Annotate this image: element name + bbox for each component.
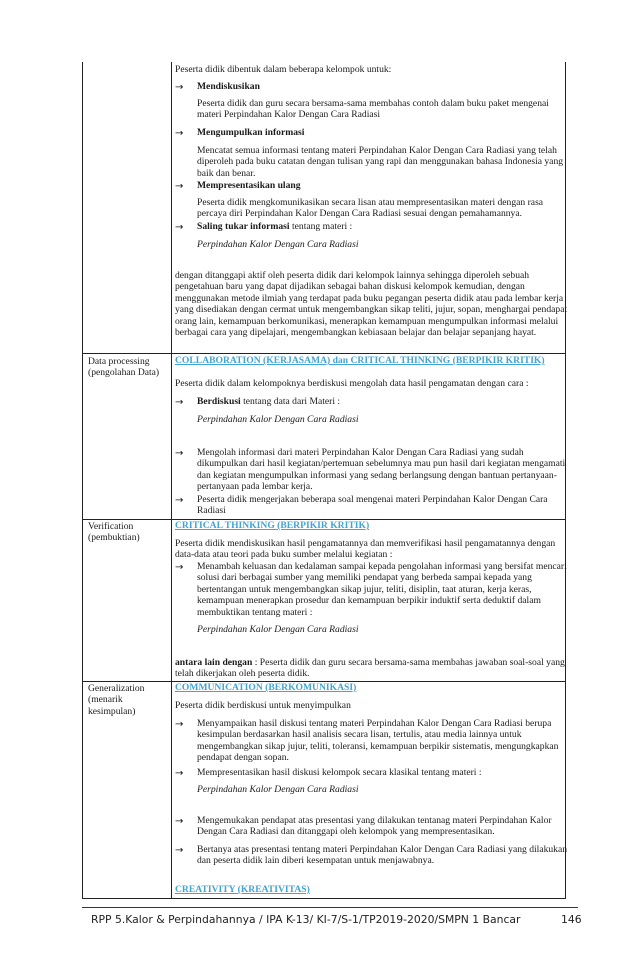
arrow-icon: → [175, 448, 184, 459]
footer-divider [82, 907, 578, 908]
row-divider [83, 353, 565, 354]
section-intro: Peserta didik mendiskusikan hasil pengamatannya dan memverifikasi hasil pengamatannya dengan data-data atau teori pada buku sumber melalui kegiatan : [175, 538, 556, 561]
paragraph: dengan ditanggapi aktif oleh peserta didik dari kelompok lainnya sehingga diperoleh sebuah pengetahuan baru yang dapat dijadikan sebagai bahan diskusi kelompok kemudian, dengan menggunakan metode ilmiah yang terdapat pada buku pegangan peserta didik atau pada lembar kerja yang disediakan dengan cermat untuk mengembangkan sikap teliti, jujur, sopan, menghargai pendapat orang lain, kemampuan berkomunikasi, menerapkan kemampuan mengumpulkan informasi melalui berbagai cara yang dipelajari, mengembangkan kebiasaan belajar dan belajar sepanjang hayat. [175, 270, 568, 339]
bullet-line [197, 221, 352, 232]
topic-text: Perpindahan Kalor Dengan Cara Radiasi [197, 784, 359, 795]
bullet-text: Peserta didik dan guru secara bersama-sama membahas contoh dalam buku paket mengenai materi Perpindahan Kalor Dengan Cara Radiasi [197, 98, 549, 121]
bullet-title: Mempresentasikan ulang [197, 180, 301, 191]
section-heading: CRITICAL THINKING (BERPIKIR KRITIK) [175, 520, 370, 531]
bullet-text: Bertanya atas presentasi tentang materi Perpindahan Kalor Dengan Cara Radiasi yang dilakukan dan peserta didik lain diberi kesempatan untuk menjawabnya. [197, 844, 568, 867]
arrow-icon: → [175, 816, 184, 827]
section-heading: COLLABORATION (KERJASAMA) dan CRITICAL THINKING (BERPIKIR KRITIK) [175, 355, 545, 366]
section-intro: Peserta didik dalam kelompoknya berdiskusi mengolah data hasil pengamatan dengan cara : [175, 378, 529, 389]
arrow-icon: → [175, 495, 184, 506]
intro-text: Peserta didik dibentuk dalam beberapa kelompok untuk: [175, 64, 392, 75]
arrow-icon: → [175, 845, 184, 856]
bullet-text: Peserta didik mengkomunikasikan secara lisan atau mempresentasikan materi dengan rasa percaya diri Perpindahan Kalor Dengan Cara Radiasi sesuai dengan pemahamannya. [197, 197, 544, 220]
bold-lead: antara lain dengan [175, 657, 253, 668]
page-number: 146 [561, 913, 582, 926]
section-intro: Peserta didik berdiskusi untuk menyimpulkan [175, 700, 351, 711]
bullet-text: Mengemukakan pendapat atas presentasi yang dilakukan tentanag materi Perpindahan Kalor Dengan Cara Radiasi dan ditanggapi oleh kelompok yang mempresentasikan. [197, 815, 552, 838]
topic-text: Perpindahan Kalor Dengan Cara Radiasi [197, 624, 359, 635]
bullet-rest: tentang data dari Materi : [240, 396, 341, 407]
bullet-rest: tentang materi : [289, 221, 353, 232]
bullet-title: Mengumpulkan informasi [197, 127, 305, 138]
section-heading: COMMUNICATION (BERKOMUNIKASI) [175, 682, 357, 693]
bullet-title: Mendiskusikan [197, 81, 260, 92]
column-divider [171, 62, 172, 898]
step-label: Verification (pembuktian) [88, 521, 140, 544]
step-label: Generalization (menarik kesimpulan) [88, 683, 145, 717]
arrow-icon: → [175, 222, 184, 233]
bullet-line [197, 396, 340, 407]
bullet-text: Mengolah informasi dari materi Perpindahan Kalor Dengan Cara Radiasi yang sudah dikumpulkan dari hasil kegiatan/pertemuan sebelumnya mau pun hasil dari kegiatan mengamati dan kegiatan mengumpulkan informasi yang sedang berlangsung dengan bantuan pertanyaan-pertanyaan pada lembar kerja. [197, 447, 566, 493]
arrow-icon: → [175, 768, 184, 779]
bullet-title: Saling tukar informasi [197, 221, 290, 232]
topic-text: Perpindahan Kalor Dengan Cara Radiasi [197, 414, 359, 425]
bullet-text: Mencatat semua informasi tentang materi Perpindahan Kalor Dengan Cara Radiasi yang telah diperoleh pada buku catatan dengan tulisan yang rapi dan menggunakan bahasa Indonesia yang baik dan benar. [197, 145, 564, 179]
step-label: Data processing (pengolahan Data) [88, 356, 160, 379]
closing-text [175, 657, 577, 680]
closing-rest: : Peserta didik dan guru secara bersama-sama membahas jawaban soal-soal yang telah dikerjakan oleh peserta didik. [175, 657, 565, 680]
arrow-icon: → [175, 82, 184, 93]
bullet-text: Peserta didik mengerjakan beberapa soal mengenai materi Perpindahan Kalor Dengan Cara Radiasi [197, 494, 548, 517]
arrow-icon: → [175, 128, 184, 139]
arrow-icon: → [175, 397, 184, 408]
arrow-icon: → [175, 719, 184, 730]
topic-text: Perpindahan Kalor Dengan Cara Radiasi [197, 239, 359, 250]
arrow-icon: → [175, 562, 184, 573]
bullet-text: Menyampaikan hasil diskusi tentang materi Perpindahan Kalor Dengan Cara Radiasi berupa kesimpulan berdasarkan hasil analisis secara lisan, tertulis, atau media lainnya untuk mengembangkan sikap jujur, teliti, toleransi, kemampuan berpikir sistematis, mengungkapkan pendapat dengan sopan. [197, 718, 559, 764]
bullet-title: Berdiskusi [197, 396, 241, 407]
arrow-icon: → [175, 181, 184, 192]
bullet-text: Menambah keluasan dan kedalaman sampai kepada pengolahan informasi yang bersifat mencari solusi dari berbagai sumber yang memiliki pendapat yang berbeda sampai kepada yang bertentangan untuk mengembangkan sikap jujur, teliti, disiplin, taat aturan, kerja keras, kemampuan menerapkan prosedur dan kemampuan berpikir induktif serta deduktif dalam membuktikan tentang materi : [197, 561, 567, 618]
section-heading: CREATIVITY (KREATIVITAS) [175, 884, 310, 895]
footer-text: RPP 5.Kalor & Perpindahannya / IPA K-13/ KI-7/S-1/TP2019-2020/SMPN 1 Bancar [91, 913, 521, 926]
bullet-text: Mempresentasikan hasil diskusi kelompok secara klasikal tentang materi : [197, 767, 482, 778]
